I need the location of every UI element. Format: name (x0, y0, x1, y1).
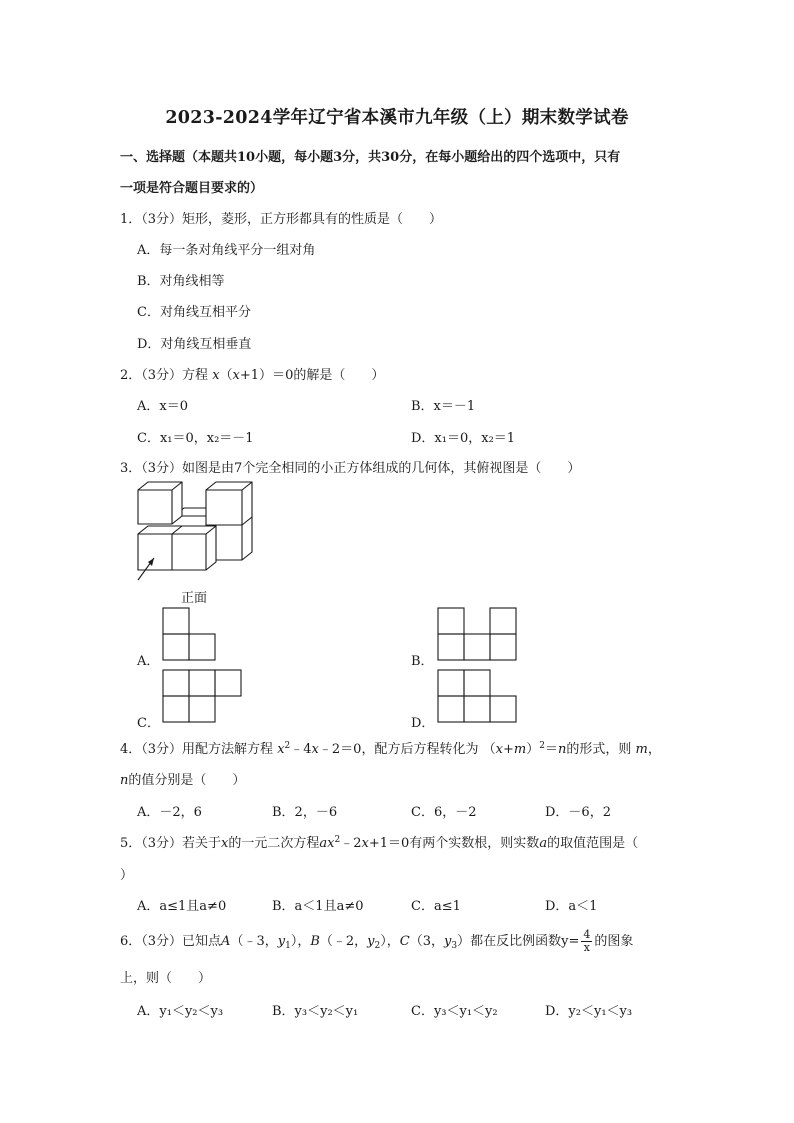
q3-option-c: C． (137, 716, 160, 731)
q1-option-b: B．对角线相等 (137, 274, 225, 289)
q2-option-d: D．x₁＝0，x₂＝1 (411, 431, 516, 446)
q4-option-d: D．－6，2 (545, 805, 611, 820)
q4-var-n: n (120, 773, 129, 788)
q2-option-a: A．x＝0 (137, 399, 188, 414)
q3-front-label: 正面 (181, 591, 208, 606)
q5-stem-tail: 的取值范围是（ (547, 836, 639, 851)
q1-option-d: D．对角线互相垂直 (137, 337, 252, 352)
q3-option-c-figure (162, 669, 244, 725)
q5-stem-end: 有两个实数根，则实数 (409, 836, 540, 851)
q4-var-m: m (635, 742, 648, 757)
q6-option-a: A．y₁＜y₂＜y₃ (137, 1004, 224, 1019)
q5-stem-mid: 的一元二次方程 (228, 836, 320, 851)
q1-option-a: A．每一条对角线平分一组对角 (137, 243, 316, 258)
question-3-stem: 3．（3分）如图是由7个完全相同的小正方体组成的几何体，其俯视图是（ ） (120, 461, 581, 476)
question-2-stem: 2．（3分）方程 x（x+1）＝0的解是（ ） (120, 368, 385, 383)
q3-option-a-figure (162, 607, 216, 661)
q5-option-b: B．a＜1且a≠0 (272, 899, 364, 914)
question-4-stem: 4．（3分）用配方法解方程 $x^2﹣4x﹣2=0$，配方后方程转化为 $(x+m)^2=n$的形式，则 m， (120, 741, 661, 757)
q3-option-d: D． (411, 716, 435, 731)
q4-form: $(x+m)^2=n$ (482, 741, 567, 757)
q6-option-d: D．y₂＜y₁＜y₃ (545, 1004, 633, 1019)
q6-stem-mid: 都在反比例函数 (470, 934, 562, 949)
q2-stem-post: ＝0的解是（ ） (272, 368, 385, 383)
q4-equation: $x^2﹣4x﹣2=0$ (277, 741, 362, 757)
q2-stem-pre: 2．（3分）方程 (120, 368, 209, 383)
q4-stem-pre: 4．（3分）用配方法解方程 (120, 742, 274, 757)
q6-option-b: B．y₃＜y₂＜y₁ (272, 1004, 359, 1019)
q6-stem-end: 的图象 (594, 934, 634, 949)
page-title: 2023-2024学年辽宁省本溪市九年级（上）期末数学试卷 (165, 108, 629, 128)
q6-option-c: C．y₃＜y₁＜y₂ (411, 1004, 498, 1019)
q1-option-c: C．对角线互相平分 (137, 305, 251, 320)
q6-frac-num: 4 (583, 928, 591, 941)
q2-equation: x (212, 368, 220, 383)
question-5-stem (120, 832, 638, 851)
question-6-stem (120, 929, 633, 954)
q3-option-d-figure (437, 669, 519, 725)
q2-option-b: B．x＝－1 (411, 399, 476, 414)
q2-equation-var: x (232, 368, 240, 383)
q3-option-b-figure (437, 607, 519, 661)
q4-option-b: B．2，－6 (272, 805, 338, 820)
question-1-stem: 1．（3分）矩形，菱形，正方形都具有的性质是（ ） (120, 212, 443, 227)
q5-var-x: x (221, 836, 229, 851)
q5-option-d: D．a＜1 (545, 899, 598, 914)
q4-line2-text: 的值分别是（ ） (128, 773, 246, 788)
q4-option-c: C．6，－2 (411, 805, 477, 820)
q5-var-a: a (539, 836, 548, 851)
q6-frac-den: x (583, 941, 590, 954)
q3-option-b: B． (411, 654, 434, 669)
q3-solid-figure (128, 480, 268, 585)
q6-points: A（﹣3，$y_1$），B（﹣2，$y_2$），C（3，$y_3$） (221, 934, 471, 951)
q2-option-c: C．x₁＝0，x₂＝－1 (137, 431, 254, 446)
q4-stem-mid: ，配方后方程转化为 (361, 742, 479, 757)
section-heading-line2: 一项是符合题目要求的） (120, 181, 264, 196)
q4-stem-end: 的形式，则 (566, 742, 632, 757)
q5-equation: $ax^2﹣2x+1=0$ (319, 835, 410, 851)
q5-option-a: A．a≤1且a≠0 (137, 899, 227, 914)
q5-stem-pre: 5．（3分）若关于 (120, 836, 222, 851)
question-4-line2 (120, 769, 245, 788)
question-5-line2: ） (120, 868, 134, 883)
q6-function: y= $\frac{4}{x}$ (561, 928, 591, 954)
q6-stem-pre: 6．（3分）已知点 (120, 934, 222, 949)
section-heading-line1: 一、选择题（本题共10小题，每小题3分，共30分，在每小题给出的四个选项中，只有 (120, 150, 621, 165)
question-6-line2: 上，则（ ） (120, 971, 212, 986)
q5-option-c: C．a≤1 (411, 899, 461, 914)
q3-option-a: A． (137, 654, 160, 669)
q4-option-a: A．－2，6 (137, 805, 202, 820)
